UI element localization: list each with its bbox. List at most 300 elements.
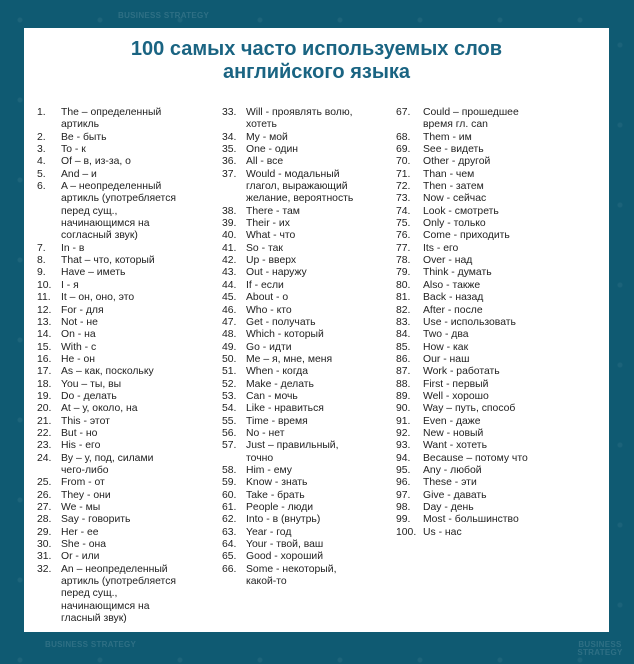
word-translation-line: желание, вероятность <box>246 193 354 205</box>
page-title <box>24 38 609 84</box>
word-number: 100. <box>396 526 417 538</box>
word-list-item <box>222 366 402 378</box>
word-number: 45. <box>222 292 237 304</box>
word-list-item <box>37 539 212 551</box>
word-list-item <box>222 391 402 403</box>
word-translation-line: See - видеть <box>423 144 484 156</box>
word-list-item <box>222 329 402 341</box>
word-list-item <box>396 305 586 317</box>
word-list-item <box>37 342 212 354</box>
word-translation-line: Day - день <box>423 502 474 513</box>
word-number: 41. <box>222 242 237 254</box>
word-number: 95. <box>396 464 411 476</box>
word-list-item <box>37 181 212 243</box>
word-number: 1. <box>37 107 46 118</box>
word-translation-line: Come - приходить <box>423 230 510 242</box>
word-number: 42. <box>222 255 237 267</box>
word-number: 49. <box>222 341 237 353</box>
word-number: 93. <box>396 440 411 452</box>
word-translation-line: Say - говорить <box>61 514 131 526</box>
word-list-item <box>396 317 586 329</box>
watermark-top <box>118 12 209 20</box>
word-column-2 <box>222 107 402 588</box>
word-translation-line: Want - хотеть <box>423 440 487 452</box>
word-translation-line: Work - работать <box>423 366 500 378</box>
word-list-item <box>222 379 402 391</box>
word-translation-line: Just – правильный, <box>246 440 339 452</box>
word-translation-line: Do - делать <box>61 390 117 402</box>
watermark-bottom <box>45 641 136 649</box>
word-translation-line: You – ты, вы <box>61 378 122 390</box>
word-translation-line: Back - назад <box>423 292 484 304</box>
word-translation-line: At – у, около, на <box>61 403 138 415</box>
title-line-1: 100 самых часто используемых слов <box>130 38 503 60</box>
word-list-item <box>37 144 212 156</box>
word-translation-line: This - этот <box>61 415 110 427</box>
word-number: 29. <box>37 526 52 538</box>
word-translation-line: Also - также <box>423 279 481 291</box>
word-list-card <box>24 28 609 632</box>
word-translation-line: She - она <box>61 539 107 551</box>
word-column-3 <box>396 107 586 539</box>
word-list-item <box>222 514 402 526</box>
word-translation-line: They - они <box>61 489 111 501</box>
word-translation-line: Time - время <box>246 415 308 427</box>
word-list-item <box>37 379 212 391</box>
word-list-item <box>37 317 212 329</box>
word-translation-line: One - один <box>246 144 299 156</box>
word-number: 12. <box>37 304 52 316</box>
watermark-logo-text: BUSINESS STRATEGY <box>577 640 623 657</box>
word-translation-line: About - о <box>246 292 289 304</box>
word-translation-line: In - в <box>61 242 85 254</box>
word-list-item <box>396 243 586 255</box>
word-translation-line: Him - ему <box>246 464 292 476</box>
word-number: 4. <box>37 156 46 168</box>
word-number: 52. <box>222 378 237 390</box>
word-number: 10. <box>37 279 52 291</box>
word-number: 77. <box>396 242 411 254</box>
word-number: 9. <box>37 267 46 279</box>
word-number: 25. <box>37 477 52 489</box>
word-translation-line: Could – прошедшее <box>423 107 519 118</box>
word-list-item <box>396 156 586 168</box>
word-list-item <box>396 132 586 144</box>
word-list-item <box>37 490 212 502</box>
word-list-item <box>37 391 212 403</box>
word-number: 48. <box>222 329 237 341</box>
word-translation-line: Be - быть <box>61 131 107 143</box>
word-number: 96. <box>396 477 411 489</box>
word-translation-line: Which - который <box>246 329 324 341</box>
word-list-item <box>396 230 586 242</box>
word-list-item <box>396 280 586 292</box>
word-number: 20. <box>37 403 52 415</box>
word-number: 17. <box>37 366 52 378</box>
word-translation-line: Them - им <box>423 131 472 143</box>
word-list-item <box>222 156 402 168</box>
word-translation-line: чего-либо <box>61 464 109 476</box>
word-translation-line: хотеть <box>246 119 277 131</box>
word-translation-line: время гл. can <box>423 119 488 131</box>
word-number: 15. <box>37 341 52 353</box>
word-list-item <box>37 107 212 132</box>
word-number: 99. <box>396 514 411 526</box>
word-translation-line: Our - наш <box>423 353 470 365</box>
word-number: 67. <box>396 107 411 118</box>
word-number: 24. <box>37 452 52 464</box>
word-list-item <box>396 193 586 205</box>
word-list-item <box>37 428 212 440</box>
word-number: 56. <box>222 427 237 439</box>
word-translation-line: After - после <box>423 304 483 316</box>
word-number: 21. <box>37 415 52 427</box>
word-number: 22. <box>37 427 52 439</box>
word-list-item <box>37 453 212 478</box>
word-list-item <box>37 514 212 526</box>
word-list-item <box>222 490 402 502</box>
word-translation-line: Year - год <box>246 526 292 538</box>
word-number: 82. <box>396 304 411 316</box>
word-number: 78. <box>396 255 411 267</box>
word-translation-line: With - с <box>61 341 97 353</box>
word-translation-line: Only - только <box>423 218 486 230</box>
word-number: 5. <box>37 168 46 180</box>
word-translation-line: артикль (употребляется <box>61 576 177 588</box>
word-translation-line: What - что <box>246 230 296 242</box>
word-translation-line: Not - не <box>61 316 98 328</box>
word-translation-line: Or - или <box>61 551 100 563</box>
word-translation-line: Get - получать <box>246 316 316 328</box>
word-number: 54. <box>222 403 237 415</box>
word-list-item <box>222 465 402 477</box>
word-translation-line: It – он, оно, это <box>61 292 135 304</box>
word-list-item <box>222 416 402 428</box>
word-list-item <box>37 132 212 144</box>
word-translation-line: All - все <box>246 156 284 168</box>
word-number: 65. <box>222 551 237 563</box>
word-translation-line: He - он <box>61 353 96 365</box>
word-list-item <box>396 514 586 526</box>
word-number: 85. <box>396 341 411 353</box>
word-number: 33. <box>222 107 237 118</box>
word-number: 51. <box>222 366 237 378</box>
word-translation-line: Look - смотреть <box>423 205 499 217</box>
word-translation-line: An – неопределенный <box>61 563 168 575</box>
word-list-item <box>396 354 586 366</box>
word-translation-line: Other - другой <box>423 156 491 168</box>
word-number: 55. <box>222 415 237 427</box>
word-translation-line: By – у, под, силами <box>61 452 154 464</box>
word-list-item <box>222 267 402 279</box>
word-list-item <box>222 132 402 144</box>
word-translation-line: начинающимся на <box>61 600 150 612</box>
word-number: 87. <box>396 366 411 378</box>
word-list-item <box>37 477 212 489</box>
word-list-item <box>37 416 212 428</box>
word-translation-line: Use - использовать <box>423 316 516 328</box>
word-translation-line: Their - их <box>246 218 290 230</box>
word-translation-line: There - там <box>246 205 300 217</box>
word-translation-line: When - когда <box>246 366 308 378</box>
word-number: 3. <box>37 144 46 156</box>
word-translation-line: From - от <box>61 477 105 489</box>
word-translation-line: But - но <box>61 427 98 439</box>
word-number: 31. <box>37 551 52 563</box>
word-translation-line: Her - ее <box>61 526 99 538</box>
word-translation-line: Any - любой <box>423 464 482 476</box>
word-translation-line: New - новый <box>423 427 484 439</box>
word-number: 46. <box>222 304 237 316</box>
word-list-item <box>396 206 586 218</box>
word-number: 98. <box>396 502 411 513</box>
word-translation-line: People - люди <box>246 502 314 513</box>
word-number: 73. <box>396 193 411 205</box>
word-list-item <box>396 366 586 378</box>
word-translation-line: Most - большинство <box>423 514 519 526</box>
word-number: 59. <box>222 477 237 489</box>
word-list-item <box>222 428 402 440</box>
word-list-item <box>222 107 402 132</box>
word-number: 94. <box>396 452 411 464</box>
word-list-item <box>37 255 212 267</box>
word-translation-line: Who - кто <box>246 304 292 316</box>
word-translation-line: As – как, поскольку <box>61 366 154 378</box>
word-list-item <box>396 440 586 452</box>
word-number: 76. <box>396 230 411 242</box>
word-translation-line: Would - модальный <box>246 168 340 180</box>
word-number: 6. <box>37 181 46 193</box>
word-number: 16. <box>37 353 52 365</box>
word-number: 64. <box>222 539 237 551</box>
word-number: 97. <box>396 489 411 501</box>
word-number: 26. <box>37 489 52 501</box>
word-translation-line: For - для <box>61 304 104 316</box>
word-list-item <box>222 280 402 292</box>
word-translation-line: Over - над <box>423 255 473 267</box>
word-list-item <box>396 453 586 465</box>
word-number: 66. <box>222 563 237 575</box>
word-translation-line: Will - проявлять волю, <box>246 107 353 118</box>
word-list-item <box>396 329 586 341</box>
word-translation-line: Up - вверх <box>246 255 297 267</box>
word-list-item <box>222 342 402 354</box>
word-translation-line: Give - давать <box>423 489 487 501</box>
word-translation-line: If - если <box>246 279 284 291</box>
word-number: 58. <box>222 464 237 476</box>
word-number: 39. <box>222 218 237 230</box>
word-translation-line: Even - даже <box>423 415 481 427</box>
watermark-logo-text: BUSINESS STRATEGY <box>45 640 137 649</box>
word-number: 72. <box>396 181 411 193</box>
word-list-item <box>37 502 212 514</box>
word-list-item <box>37 366 212 378</box>
word-number: 61. <box>222 502 237 513</box>
word-number: 50. <box>222 353 237 365</box>
word-number: 28. <box>37 514 52 526</box>
word-translation-line: Then - затем <box>423 181 484 193</box>
title-line-2: английского языка <box>222 61 411 83</box>
word-translation-line: No - нет <box>246 427 285 439</box>
word-list-item <box>396 218 586 230</box>
word-list-item <box>222 403 402 415</box>
word-list-item <box>396 267 586 279</box>
word-number: 70. <box>396 156 411 168</box>
word-number: 71. <box>396 168 411 180</box>
word-translation-line: Us - нас <box>423 526 462 538</box>
word-list-item <box>396 490 586 502</box>
word-translation-line: Can - мочь <box>246 390 298 402</box>
word-list-item <box>222 502 402 514</box>
word-translation-line: Your - твой, ваш <box>246 539 324 551</box>
word-number: 81. <box>396 292 411 304</box>
word-list-item <box>222 169 402 206</box>
word-list-item <box>396 292 586 304</box>
word-translation-line: That – что, который <box>61 255 155 267</box>
word-translation-line: артикль <box>61 119 100 131</box>
word-translation-line: Than - чем <box>423 168 475 180</box>
word-number: 37. <box>222 168 237 180</box>
word-translation-line: First - первый <box>423 378 489 390</box>
word-translation-line: Out - наружу <box>246 267 307 279</box>
word-list-item <box>37 292 212 304</box>
word-translation-line: A – неопределенный <box>61 181 162 193</box>
word-translation-line: Its - его <box>423 242 459 254</box>
word-list-item <box>396 428 586 440</box>
word-translation-line: Make - делать <box>246 378 314 390</box>
word-list-item <box>396 342 586 354</box>
word-list-item <box>222 255 402 267</box>
word-number: 53. <box>222 390 237 402</box>
word-number: 7. <box>37 242 46 254</box>
word-translation-line: Way – путь, способ <box>423 403 516 415</box>
word-list-item <box>222 354 402 366</box>
word-number: 11. <box>37 292 51 304</box>
word-translation-line: точно <box>246 452 274 464</box>
watermark-logo-text: BUSINESS STRATEGY <box>118 11 210 20</box>
word-number: 14. <box>37 329 52 341</box>
word-list-item <box>396 416 586 428</box>
word-translation-line: Take - брать <box>246 489 305 501</box>
word-column-1 <box>37 107 212 625</box>
word-number: 44. <box>222 279 237 291</box>
word-number: 89. <box>396 390 411 402</box>
word-list-item <box>222 317 402 329</box>
word-number: 92. <box>396 427 411 439</box>
word-list-item <box>222 243 402 255</box>
word-translation-line: His - его <box>61 440 101 452</box>
word-translation-line: These - эти <box>423 477 477 489</box>
word-number: 32. <box>37 563 52 575</box>
word-list-item <box>396 169 586 181</box>
word-translation-line: Like - нравиться <box>246 403 324 415</box>
word-translation-line: перед сущ., <box>61 205 118 217</box>
word-list-item <box>37 440 212 452</box>
word-translation-line: Into - в (внутрь) <box>246 514 321 526</box>
word-list-item <box>37 243 212 255</box>
word-translation-line: I - я <box>61 279 79 291</box>
word-list-item <box>396 255 586 267</box>
word-translation-line: Good - хороший <box>246 551 324 563</box>
word-list-item <box>396 379 586 391</box>
word-list-item <box>37 156 212 168</box>
word-number: 34. <box>222 131 237 143</box>
word-list-item <box>222 477 402 489</box>
word-translation-line: артикль (употребляется <box>61 193 177 205</box>
word-list-item <box>396 107 586 132</box>
word-number: 57. <box>222 440 237 452</box>
word-translation-line: We - мы <box>61 502 101 513</box>
word-translation-line: How - как <box>423 341 469 353</box>
word-number: 63. <box>222 526 237 538</box>
word-list-item <box>37 305 212 317</box>
word-translation-line: My - мой <box>246 131 288 143</box>
word-list-item <box>396 502 586 514</box>
word-list-item <box>396 181 586 193</box>
word-list-item <box>222 539 402 551</box>
word-translation-line: перед сущ., <box>61 588 118 600</box>
word-number: 23. <box>37 440 52 452</box>
word-translation-line: And – и <box>61 168 97 180</box>
word-list-item <box>222 527 402 539</box>
word-translation-line: Two - два <box>423 329 469 341</box>
word-number: 75. <box>396 218 411 230</box>
word-number: 60. <box>222 489 237 501</box>
word-translation-line: Well - хорошо <box>423 390 489 402</box>
word-number: 27. <box>37 502 52 513</box>
word-number: 69. <box>396 144 411 156</box>
word-list-item <box>37 267 212 279</box>
word-number: 36. <box>222 156 237 168</box>
word-number: 62. <box>222 514 237 526</box>
word-translation-line: какой-то <box>246 576 287 588</box>
word-list-item <box>37 551 212 563</box>
word-number: 18. <box>37 378 52 390</box>
word-number: 90. <box>396 403 411 415</box>
word-list-item <box>396 391 586 403</box>
word-number: 30. <box>37 539 52 551</box>
word-number: 91. <box>396 415 411 427</box>
word-number: 84. <box>396 329 411 341</box>
word-list-item <box>222 206 402 218</box>
word-number: 19. <box>37 390 52 402</box>
word-translation-line: Because – потому что <box>423 452 528 464</box>
word-translation-line: Have – иметь <box>61 267 126 279</box>
watermark-bottom-right <box>566 641 634 657</box>
word-translation-line: начинающимся на <box>61 218 150 230</box>
word-list-item <box>222 292 402 304</box>
word-number: 43. <box>222 267 237 279</box>
word-number: 38. <box>222 205 237 217</box>
word-translation-line: Me – я, мне, меня <box>246 353 333 365</box>
word-translation-line: So - так <box>246 242 283 254</box>
word-list-item <box>396 465 586 477</box>
word-number: 83. <box>396 316 411 328</box>
word-translation-line: согласный звук) <box>61 230 138 242</box>
word-list-item <box>37 329 212 341</box>
word-list-item <box>222 230 402 242</box>
word-translation-line: Think - думать <box>423 267 492 279</box>
word-list-item <box>222 551 402 563</box>
word-list-item <box>222 144 402 156</box>
word-list-item <box>222 218 402 230</box>
word-list-item <box>222 564 402 589</box>
word-number: 2. <box>37 131 46 143</box>
word-number: 74. <box>396 205 411 217</box>
word-list-item <box>396 527 586 539</box>
word-list-item <box>37 169 212 181</box>
word-list-item <box>37 354 212 366</box>
